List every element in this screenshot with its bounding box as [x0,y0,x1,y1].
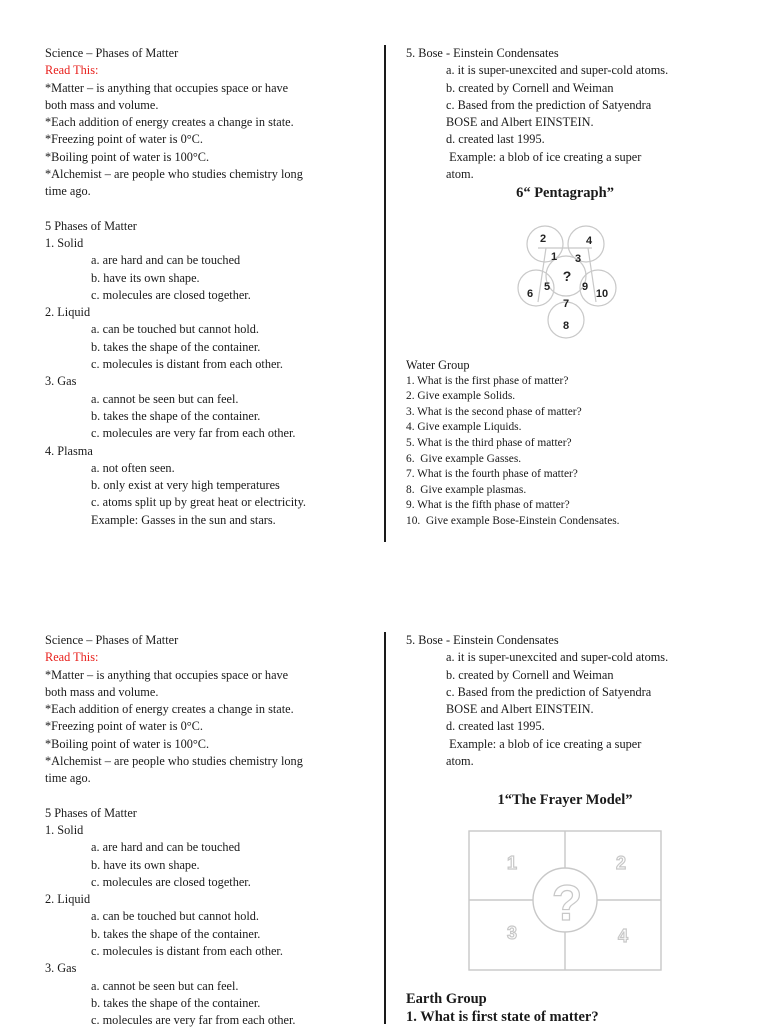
bec-item: BOSE and Albert EINSTEIN. [446,702,594,717]
phase-item: a. not often seen. [91,460,175,475]
phase-name: 3. Gas [45,374,77,389]
question: 1. What is the first phase of matter? [406,374,569,387]
column-divider [384,45,386,542]
note-line: time ago. [45,184,91,199]
top-right-column [406,45,746,183]
bec-item: b. created by Cornell and Weiman [446,80,614,95]
phase-item: a. cannot be seen but can feel. [91,391,239,406]
note-line: *Boiling point of water is 100°C. [45,149,210,164]
question: 4. Give example Liquids. [406,421,522,434]
question: 8. Give example plasmas. [406,483,527,496]
bottom-left-column [45,632,375,1030]
phase-name: 4. Plasma [45,443,93,458]
note-line: time ago. [45,771,91,786]
frayer-label: 4 [617,926,629,946]
pentagraph-label: 10 [595,288,609,300]
bec-example: atom. [446,754,474,769]
phase-name: 1. Solid [45,235,84,250]
pentagraph-label: 2 [539,233,547,245]
question: 9. What is the fifth phase of matter? [406,499,570,512]
bec-heading: 5. Bose - Einstein Condensates [406,633,559,647]
note-line: *Freezing point of water is 0°C. [45,132,203,147]
phase-name: 2. Liquid [45,892,91,907]
pentagraph-label: 4 [585,235,593,247]
bec-item: a. it is super-unexcited and super-cold atoms. [446,63,669,78]
phase-item: b. takes the shape of the container. [91,995,261,1010]
phase-item: c. molecules are very far from each other. [91,426,296,441]
frayer-label: 3 [506,923,518,943]
phase-name: 3. Gas [45,961,77,976]
phase-item: b. only exist at very high temperatures [91,478,280,493]
note-line: *Matter – is anything that occupies space or have [45,80,289,95]
earth-group-questions [406,990,746,1026]
phase-item: c. molecules is distant from each other. [91,944,283,959]
pentagraph-label: 3 [574,253,582,265]
phase-item: c. molecules are closed together. [91,874,251,889]
phase-name: 1. Solid [45,822,84,837]
question: 3. What is the second phase of matter? [406,405,582,418]
question: 5. What is the third phase of matter? [406,436,572,449]
bec-heading: 5. Bose - Einstein Condensates [406,46,559,60]
group-name: Water Group [406,358,470,372]
question: 10. Give example Bose-Einstein Condensates. [406,514,620,527]
worksheet-title: Science – Phases of Matter [45,633,179,647]
frayer-question-mark: ? [551,875,583,931]
note-line: both mass and volume. [45,97,159,112]
pentagraph-label: 7 [562,298,570,310]
frayer-model-title: 1“The Frayer Model” [497,792,633,808]
top-left-column [45,45,375,529]
bec-item: c. Based from the prediction of Satyendra [446,97,652,112]
bec-item: d. created last 1995. [446,132,545,147]
bec-item: c. Based from the prediction of Satyendra [446,684,652,699]
question: 1. What is first state of matter? [406,1009,599,1025]
phases-heading: 5 Phases of Matter [45,218,137,233]
bec-example: atom. [446,167,474,182]
note-line: *Alchemist – are people who studies chemistry long [45,754,303,769]
phase-item: b. takes the shape of the container. [91,339,261,354]
water-group-questions [406,358,746,530]
phase-item: b. takes the shape of the container. [91,926,261,941]
pentagraph-figure [508,222,624,342]
group-name: Earth Group [406,991,487,1007]
phase-example: Example: Gasses in the sun and stars. [91,512,276,527]
bec-item: b. created by Cornell and Weiman [446,667,614,682]
bottom-right-column [406,632,746,770]
phase-item: c. molecules are very far from each other. [91,1013,296,1028]
bec-example: Example: a blob of ice creating a super [446,149,642,164]
phase-item: b. have its own shape. [91,857,200,872]
bec-example: Example: a blob of ice creating a super [446,736,642,751]
note-line: *Freezing point of water is 0°C. [45,719,203,734]
phase-item: c. atoms split up by great heat or electricity. [91,495,307,510]
phase-item: b. have its own shape. [91,270,200,285]
note-line: *Each addition of energy creates a change in state. [45,115,294,130]
phase-item: c. molecules are closed together. [91,287,251,302]
note-line: *Each addition of energy creates a change in state. [45,702,294,717]
phase-item: a. can be touched but cannot hold. [91,322,260,337]
phase-item: b. takes the shape of the container. [91,408,261,423]
pentagraph-title: 6“ Pentagraph” [516,185,614,201]
bec-item: d. created last 1995. [446,719,545,734]
phase-item: a. are hard and can be touched [91,840,241,855]
question: 2. Give example Solids. [406,390,516,403]
bec-item: a. it is super-unexcited and super-cold atoms. [446,650,669,665]
worksheet-title: Science – Phases of Matter [45,46,179,60]
phase-name: 2. Liquid [45,305,91,320]
question: 7. What is the fourth phase of matter? [406,468,578,481]
note-line: *Boiling point of water is 100°C. [45,736,210,751]
frayer-model-figure [468,830,662,971]
note-line: both mass and volume. [45,684,159,699]
question: 6. Give example Gasses. [406,452,522,465]
phase-item: a. are hard and can be touched [91,253,241,268]
phase-item: a. can be touched but cannot hold. [91,909,260,924]
bec-item: BOSE and Albert EINSTEIN. [446,115,594,130]
pentagraph-label: 5 [543,281,551,293]
frayer-label: 2 [615,853,627,873]
pentagraph-label: 6 [526,288,534,300]
frayer-label: 1 [506,853,518,873]
pentagraph-label: 1 [550,251,558,263]
note-line: *Alchemist – are people who studies chemistry long [45,167,303,182]
note-line: *Matter – is anything that occupies space or have [45,667,289,682]
pentagraph-label: ? [562,268,572,284]
read-this-label: Read This: [45,63,99,78]
column-divider [384,632,386,1024]
read-this-label: Read This: [45,650,99,665]
phase-item: c. molecules is distant from each other. [91,357,283,372]
pentagraph-label: 9 [581,281,589,293]
phase-item: a. cannot be seen but can feel. [91,978,239,993]
pentagraph-label: 8 [562,320,570,332]
phases-heading: 5 Phases of Matter [45,805,137,820]
